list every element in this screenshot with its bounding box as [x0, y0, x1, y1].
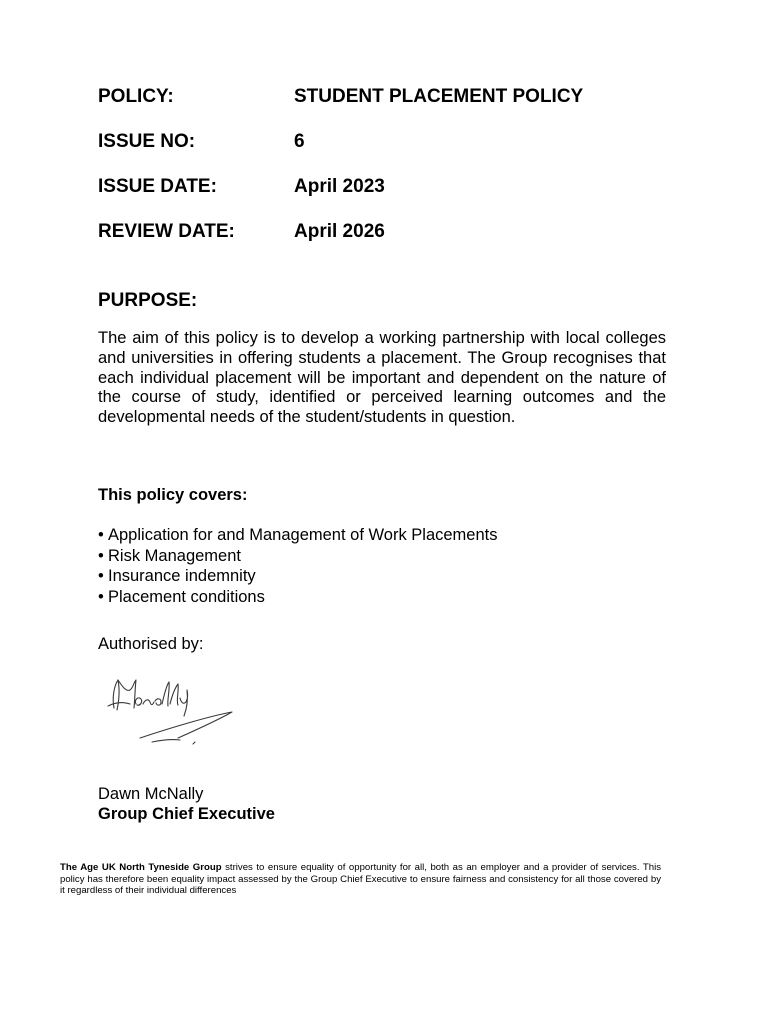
policy-title: STUDENT PLACEMENT POLICY — [294, 86, 584, 107]
review-date-value: April 2026 — [294, 221, 385, 242]
bullet-icon: • — [98, 526, 104, 544]
review-date-label: REVIEW DATE: — [98, 221, 235, 242]
organisation-name: The Age UK North Tyneside Group — [60, 862, 222, 873]
list-item-text: Application for and Management of Work Placements — [108, 526, 498, 544]
signer-name: Dawn McNally — [98, 785, 204, 803]
covers-list — [98, 525, 497, 607]
list-item — [98, 566, 497, 587]
list-item-text: Insurance indemnity — [108, 567, 256, 585]
issue-no-value: 6 — [294, 131, 305, 152]
purpose-heading: PURPOSE: — [98, 290, 198, 311]
list-item — [98, 587, 497, 608]
issue-no-label: ISSUE NO: — [98, 131, 196, 152]
list-item-text: Risk Management — [108, 546, 241, 565]
equality-statement — [60, 862, 661, 897]
list-item — [98, 546, 497, 567]
covers-heading: This policy covers: — [98, 486, 248, 504]
issue-date-label: ISSUE DATE: — [98, 176, 217, 197]
issue-date-value: April 2023 — [294, 176, 385, 197]
purpose-paragraph: The aim of this policy is to develop a working partnership with local colleges and universities in offering students a placement. The Group recognises that each individual placement will be important and dependent on the nature of the course of study, identified or perceived learning outcomes and the developmental needs of the student/students in question. — [98, 329, 666, 427]
bullet-icon: • — [98, 546, 104, 565]
bullet-icon: • — [98, 567, 104, 585]
signer-title: Group Chief Executive — [98, 805, 275, 823]
equality-statement-text: strives to ensure equality of opportunity for all, both as an employer and a provider of services. This policy has therefore been equality impact assessed by the Group Chief Executive to ensure fairness and consistency for all those covered by it regardless of their individual differences — [60, 862, 661, 897]
bullet-icon: • — [98, 587, 104, 606]
authorised-by-label: Authorised by: — [98, 635, 204, 653]
policy-label: POLICY: — [98, 86, 174, 107]
list-item — [98, 525, 497, 546]
list-item-text: Placement conditions — [108, 587, 265, 606]
signature-image — [100, 668, 250, 753]
